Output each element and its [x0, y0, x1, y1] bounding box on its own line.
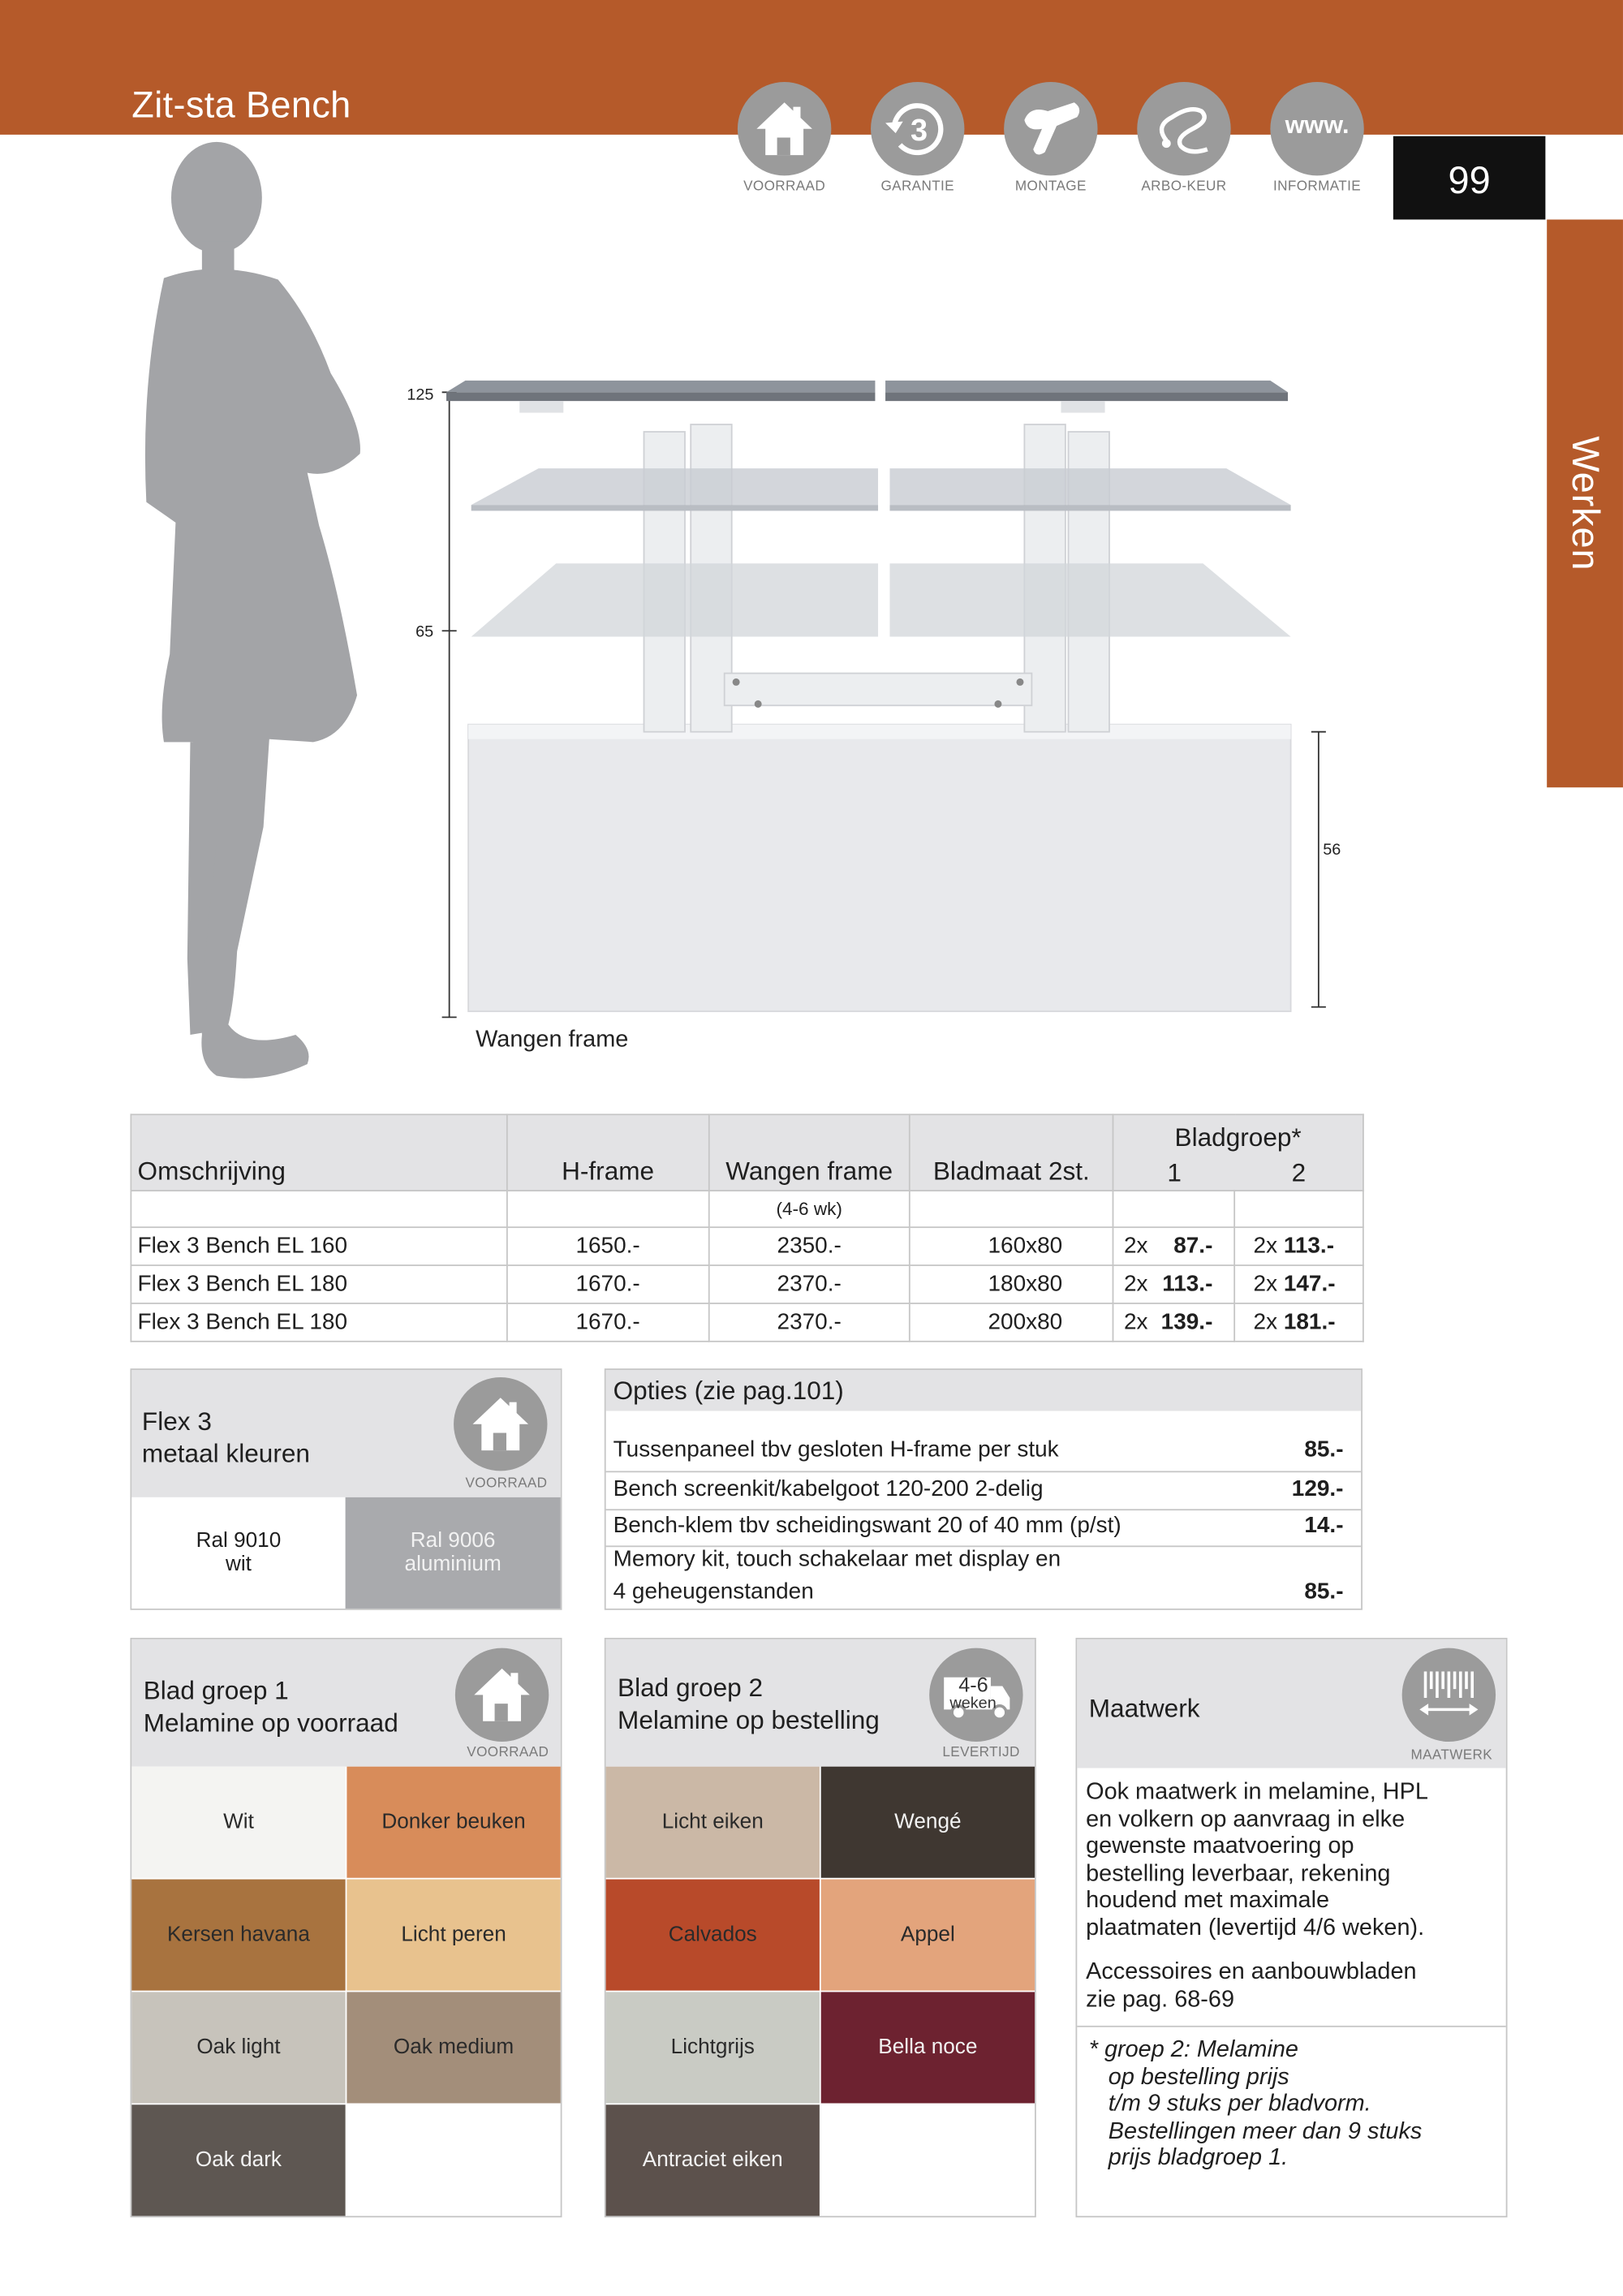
metal-title-1: Flex 3: [141, 1406, 212, 1437]
wangen-panel: [468, 725, 1291, 1011]
swatch-wit: Wit: [131, 1767, 345, 1878]
panel-top-edge: [468, 725, 1291, 739]
maatwerk-note-2: op bestelling prijs: [1088, 2064, 1289, 2090]
swatch-calvados: Calvados: [606, 1880, 820, 1991]
table-row: [131, 1265, 1363, 1303]
option-price: 14.-: [1304, 1513, 1344, 1539]
row-h-frame: 1650.-: [507, 1227, 708, 1265]
maatwerk-panel: [1075, 1638, 1507, 2217]
row-name: Flex 3 Bench EL 160: [131, 1227, 507, 1265]
maatwerk-note-4: Bestellingen meer dan 9 stuks: [1088, 2118, 1423, 2144]
swatch-donker-beuken: Donker beuken: [347, 1767, 560, 1878]
house-icon: [454, 1377, 547, 1471]
badge-label: VOORRAAD: [467, 1744, 549, 1761]
maatwerk-text-2: en volkern op aanvraag in elke: [1086, 1807, 1406, 1832]
color-name: aluminium: [404, 1553, 502, 1577]
blad-groep-2-header: [606, 1639, 1035, 1767]
row-g1-qty: 2x: [1123, 1233, 1148, 1259]
row-name: Flex 3 Bench EL 180: [131, 1265, 507, 1303]
desktop-mid: [471, 468, 1291, 510]
row-g1-price: 139.-: [1160, 1309, 1213, 1334]
swatch-oak-medium: Oak medium: [347, 1992, 560, 2103]
option-row: [606, 1509, 1362, 1545]
metal-colors-header: [131, 1370, 560, 1497]
desktop-top: [446, 381, 1288, 413]
bolt: [755, 700, 762, 708]
maatwerk-note-5: prijs bladgroep 1.: [1088, 2145, 1289, 2171]
bolt: [733, 678, 740, 686]
row-g2-qty: 2x: [1253, 1309, 1278, 1334]
bladgroep-1: 1: [1167, 1157, 1182, 1187]
maatwerk-text-5: houdend met maximale: [1086, 1888, 1330, 1914]
badge-label: MAATWERK: [1410, 1747, 1493, 1764]
row-g1-price: 87.-: [1173, 1233, 1213, 1259]
maatwerk-text-4: bestelling leverbaar, rekening: [1086, 1861, 1391, 1886]
maatwerk-accessories-2: zie pag. 68-69: [1086, 1987, 1234, 2012]
metal-color-wit: [131, 1497, 345, 1609]
lead-time-unit: weken: [949, 1695, 997, 1712]
option-label: Tussenpaneel tbv gesloten H-frame per stuk: [613, 1437, 1059, 1462]
desktop-low: [471, 563, 1291, 636]
groep1-title-1: Blad groep 1: [143, 1675, 289, 1705]
dim-56: 56: [1323, 841, 1341, 859]
swatch-label: Licht eiken: [661, 1810, 764, 1834]
www-glyph: www.: [1285, 111, 1350, 140]
col-bladmaat: Bladmaat 2st.: [910, 1114, 1113, 1191]
badge-label: LEVERTIJD: [942, 1744, 1020, 1761]
swatch-antraciet-eiken: Antraciet eiken: [606, 2104, 820, 2216]
row-g1-qty: 2x: [1123, 1309, 1148, 1334]
row-size: 160x80: [910, 1227, 1113, 1265]
swatch-oak-dark: Oak dark: [131, 2104, 345, 2216]
maatwerk-text-3: gewenste maatvoering op: [1086, 1833, 1354, 1859]
row-g1-price: 113.-: [1162, 1271, 1213, 1296]
option-row: [606, 1471, 1362, 1509]
option-row: [606, 1432, 1362, 1471]
blad-groep-1-panel: [131, 1638, 562, 2217]
row-wangen: 2370.-: [708, 1265, 910, 1303]
page-number: 99: [1393, 136, 1546, 220]
row-g2-price: 147.-: [1283, 1271, 1336, 1296]
swatch-lichtgrijs: Lichtgrijs: [606, 1992, 820, 2103]
table-row: [131, 1227, 1363, 1265]
maatwerk-accessories-1: Accessoires en aanbouwbladen: [1086, 1959, 1417, 1985]
blad-groep-2-panel: [605, 1638, 1036, 2217]
lead-time-weeks: 4-6: [958, 1673, 988, 1697]
col-h-frame: H-frame: [507, 1114, 708, 1191]
groep1-title-2: Melamine op voorraad: [143, 1708, 398, 1738]
color-code: Ral 9006: [410, 1529, 496, 1553]
section-tab: [1547, 220, 1623, 788]
option-label: Bench-klem tbv scheidingswant 20 of 40 mm (p/st): [613, 1513, 1121, 1539]
row-wangen: 2350.-: [708, 1227, 910, 1265]
options-header: [606, 1370, 1362, 1411]
option-label-2: 4 geheugenstanden: [613, 1579, 814, 1605]
swatch-licht-eiken: [606, 1767, 820, 1878]
row-g2-qty: 2x: [1253, 1233, 1278, 1259]
row-size: 200x80: [910, 1303, 1113, 1342]
swatch-appel: Appel: [821, 1880, 1035, 1991]
option-label: Memory kit, touch schakelaar met display en: [613, 1547, 1061, 1572]
swatch-bella-noce: Bella noce: [821, 1992, 1035, 2103]
col-wangen-frame: Wangen frame: [708, 1114, 910, 1191]
icon-label-garantie: GARANTIE: [880, 179, 954, 195]
maatwerk-divider: [1077, 2026, 1505, 2027]
maatwerk-title: Maatwerk: [1088, 1693, 1200, 1723]
row-name: Flex 3 Bench EL 180: [131, 1303, 507, 1342]
bladgroep-2: 2: [1291, 1157, 1307, 1187]
option-price: 129.-: [1291, 1476, 1344, 1502]
row-g2-price: 181.-: [1283, 1309, 1336, 1334]
row-h-frame: 1670.-: [507, 1303, 708, 1342]
bolt: [1016, 678, 1023, 686]
color-name: wit: [225, 1553, 252, 1577]
page-title: Zit-sta Bench: [131, 84, 351, 127]
maatwerk-text-6: plaatmaten (levertijd 4/6 weken).: [1086, 1915, 1425, 1941]
groep2-title-1: Blad groep 2: [618, 1673, 764, 1703]
measure-icon: [1402, 1648, 1496, 1742]
person-silhouette: [145, 142, 360, 1079]
truck-icon: [929, 1648, 1022, 1742]
color-code: Ral 9010: [196, 1529, 282, 1553]
col-bladgroep: [1113, 1114, 1363, 1191]
icon-label-arbo: ARBO-KEUR: [1141, 179, 1227, 195]
groep2-title-2: Melamine op bestelling: [618, 1704, 880, 1735]
svg-text:3: 3: [911, 114, 928, 149]
icon-label-voorraad: VOORRAAD: [743, 179, 826, 195]
row-h-frame: 1670.-: [507, 1265, 708, 1303]
bolt: [994, 700, 1001, 708]
row-wangen: 2370.-: [708, 1303, 910, 1342]
row-g2-price: 113.-: [1283, 1233, 1335, 1259]
maatwerk-text-1: Ook maatwerk in melamine, HPL: [1086, 1779, 1428, 1805]
table-row: [131, 1303, 1363, 1342]
metal-color-aluminium: [346, 1497, 561, 1609]
swatch-wenge: Wengé: [821, 1767, 1035, 1878]
row-g2-qty: 2x: [1253, 1271, 1278, 1296]
bladgroep-label: Bladgroep*: [1174, 1122, 1302, 1152]
figure-caption: Wangen frame: [476, 1027, 629, 1053]
row-g1-qty: 2x: [1123, 1271, 1148, 1296]
col-description: Omschrijving: [131, 1114, 507, 1191]
metal-colors-panel: [131, 1368, 562, 1610]
icon-label-montage: MONTAGE: [1014, 179, 1087, 195]
option-label: Bench screenkit/kabelgoot 120-200 2-delig: [613, 1476, 1044, 1502]
maatwerk-header: [1077, 1639, 1505, 1768]
maatwerk-note-3: t/m 9 stuks per bladvorm.: [1088, 2091, 1371, 2117]
option-row: [606, 1545, 1362, 1609]
row-size: 180x80: [910, 1265, 1113, 1303]
option-price: 85.-: [1304, 1579, 1344, 1605]
option-price: 85.-: [1304, 1437, 1344, 1462]
dim-125: 125: [407, 386, 434, 404]
options-title: Opties (zie pag.101): [613, 1376, 844, 1406]
house-icon: [455, 1648, 549, 1742]
blad-groep-1-header: [131, 1639, 560, 1767]
maatwerk-note-1: * groep 2: Melamine: [1088, 2037, 1298, 2062]
product-illustration: [0, 139, 1390, 1105]
section-tab-label: Werken: [1563, 436, 1608, 571]
options-panel: [605, 1368, 1363, 1610]
dim-65: 65: [415, 622, 434, 641]
metal-title-2: metaal kleuren: [141, 1438, 310, 1468]
swatch-kersen-havana: Kersen havana: [131, 1880, 345, 1991]
price-table: [131, 1114, 1364, 1342]
swatch-licht-peren: Licht peren: [347, 1880, 560, 1991]
icon-label-informatie: INFORMATIE: [1273, 179, 1362, 195]
swatch-oak-light: Oak light: [131, 1992, 345, 2103]
wangen-note: (4-6 wk): [708, 1191, 910, 1227]
badge-label: VOORRAAD: [465, 1475, 548, 1492]
